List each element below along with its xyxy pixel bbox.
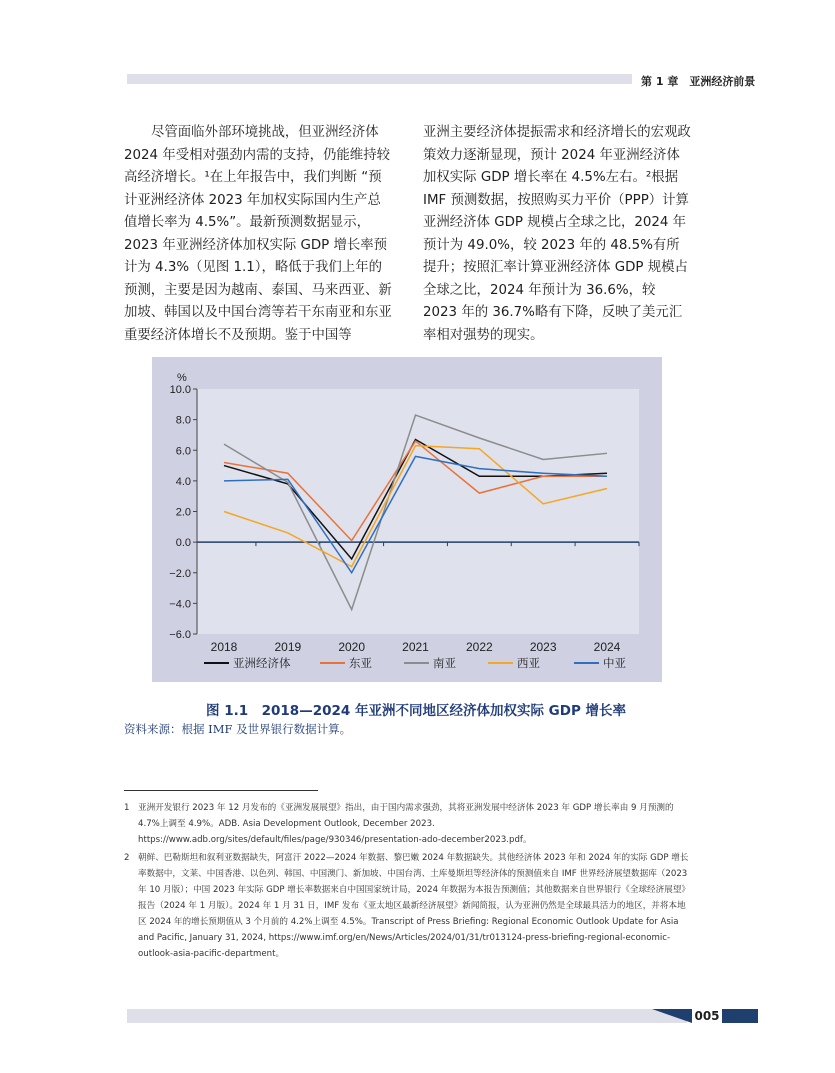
legend-label: 中亚: [603, 656, 626, 670]
x-tick-label: 2021: [402, 640, 429, 654]
y-tick-label: 6.0: [175, 445, 191, 458]
legend-label: 南亚: [433, 656, 456, 670]
footnote-text: 亚洲开发银行 2023 年 12 月发布的《亚洲发展展望》指出，由于国内需求强劲，其将亚洲发展中经济体 2023 年 GDP 增长率由 9 月预测的 4.7%上调至 4.9%。ADB. Asia Development Outlook, December 2023. https://www.adb.org/sites/default/files/page/930346/presentation-ado-december2023.pdf。: [138, 803, 674, 845]
footer-accent-right: [722, 1009, 758, 1023]
footnote-number: 2: [124, 853, 130, 863]
body-column-right: [423, 122, 693, 347]
plot-area: [197, 389, 639, 634]
header-bar: [127, 74, 632, 84]
gdp-growth-chart: [152, 357, 662, 682]
body-paragraph-left: 尽管面临外部环境挑战，但亚洲经济体2024 年受相对强劲内需的支持，仍能维持较高经济增长。¹在上年报告中，我们判断 “预计亚洲经济体 2023 年加权实际国内生产总值增长率为 4.5%”。最新预测数据显示，2023 年亚洲经济体加权实际 GDP 增长率预计为 4.3%（见图 1.1），略低于我们上年的预测，主要是因为越南、泰国、马来西亚、新加坡、韩国以及中国台湾等若干东南亚和东亚重要经济体增长不及预期。鉴于中国等: [124, 125, 392, 343]
y-tick-label: −2.0: [169, 567, 191, 580]
body-column-left: [124, 122, 392, 347]
footnote-rule: [124, 790, 318, 791]
page-number: 005: [692, 1006, 722, 1025]
legend-label: 西亚: [517, 656, 540, 670]
footnote-text: 朝鲜、巴勒斯坦和叙利亚数据缺失，阿富汗 2022—2024 年数据、黎巴嫩 2024 年数据缺失。其他经济体 2023 年和 2024 年的实际 GDP 增长率数据中，文莱、中国香港、以色列、韩国、中国澳门、新加坡、中国台湾、土库曼斯坦等经济体的预测值来自 IMF 世界经济展望数据库（2023 年 10 月版）；中国 2023 年实际 GDP 增长率数据来自中国国家统计局，2024 年数据为本报告预测值；其他数据来自世界银行《全球经济展望》报告（2024 年 1 月版）。2024 年 1 月 31 日，IMF 发布《亚太地区最新经济展望》新闻简报，认为亚洲仍然是全球最具活力的地区，并将本地区 2024 年的增长预期值从 3 个月前的 4.2%上调至 4.5%。Transcript of Press Briefing: Regional Economic Outlook Update for Asia and Pacific, January 31, 2024, https://www.imf.org/en/News/Articles/2024/01/31/tr013124-press-briefing-regional-economic-outlook-asia-pacific-department。: [138, 853, 691, 959]
x-tick-label: 2022: [465, 640, 493, 654]
figure-source: 资料来源：根据 IMF 及世界银行数据计算。: [124, 722, 352, 736]
y-tick-label: 10.0: [169, 384, 191, 396]
x-tick-label: 2019: [274, 640, 302, 654]
y-tick-label: −6.0: [169, 629, 191, 641]
chart-svg: [152, 357, 662, 682]
y-tick-label: −4.0: [169, 598, 191, 611]
footer-bar: [127, 1009, 687, 1023]
x-tick-label: 2018: [210, 640, 238, 654]
legend-label: 亚洲经济体: [233, 656, 291, 670]
footnote-number: 1: [124, 803, 130, 813]
footer-accent: [652, 1009, 692, 1023]
x-tick-label: 2023: [529, 640, 557, 654]
footnote-1: [124, 800, 694, 848]
legend-label: 东亚: [349, 656, 372, 670]
footnote-2: [124, 850, 694, 962]
figure-caption: 图 1.1 2018—2024 年亚洲不同地区经济体加权实际 GDP 增长率: [206, 703, 627, 719]
body-paragraph-right: 亚洲主要经济体提振需求和经济增长的宏观政策效力逐渐显现，预计 2024 年亚洲经济体加权实际 GDP 增长率在 4.5%左右。²根据 IMF 预测数据，按照购买力平价（PPP）计算亚洲经济体 GDP 规模占全球之比，2024 年预计为 49.0%，较 2023 年的 48.5%有所提升；按照汇率计算亚洲经济体 GDP 规模占全球之比，2024 年预计为 36.6%，较 2023 年的 36.7%略有下降，反映了美元汇率相对强势的现实。: [423, 125, 691, 343]
chapter-title: 第 1 章 亚洲经济前景: [641, 75, 756, 88]
x-tick-label: 2024: [593, 640, 621, 654]
y-tick-label: 2.0: [175, 506, 191, 519]
y-tick-label: 8.0: [175, 414, 191, 427]
x-tick-label: 2020: [338, 640, 366, 654]
footnotes: [124, 800, 694, 964]
y-tick-label: 4.0: [175, 475, 191, 488]
y-tick-label: 0.0: [175, 537, 191, 550]
y-axis-unit: %: [177, 372, 187, 384]
